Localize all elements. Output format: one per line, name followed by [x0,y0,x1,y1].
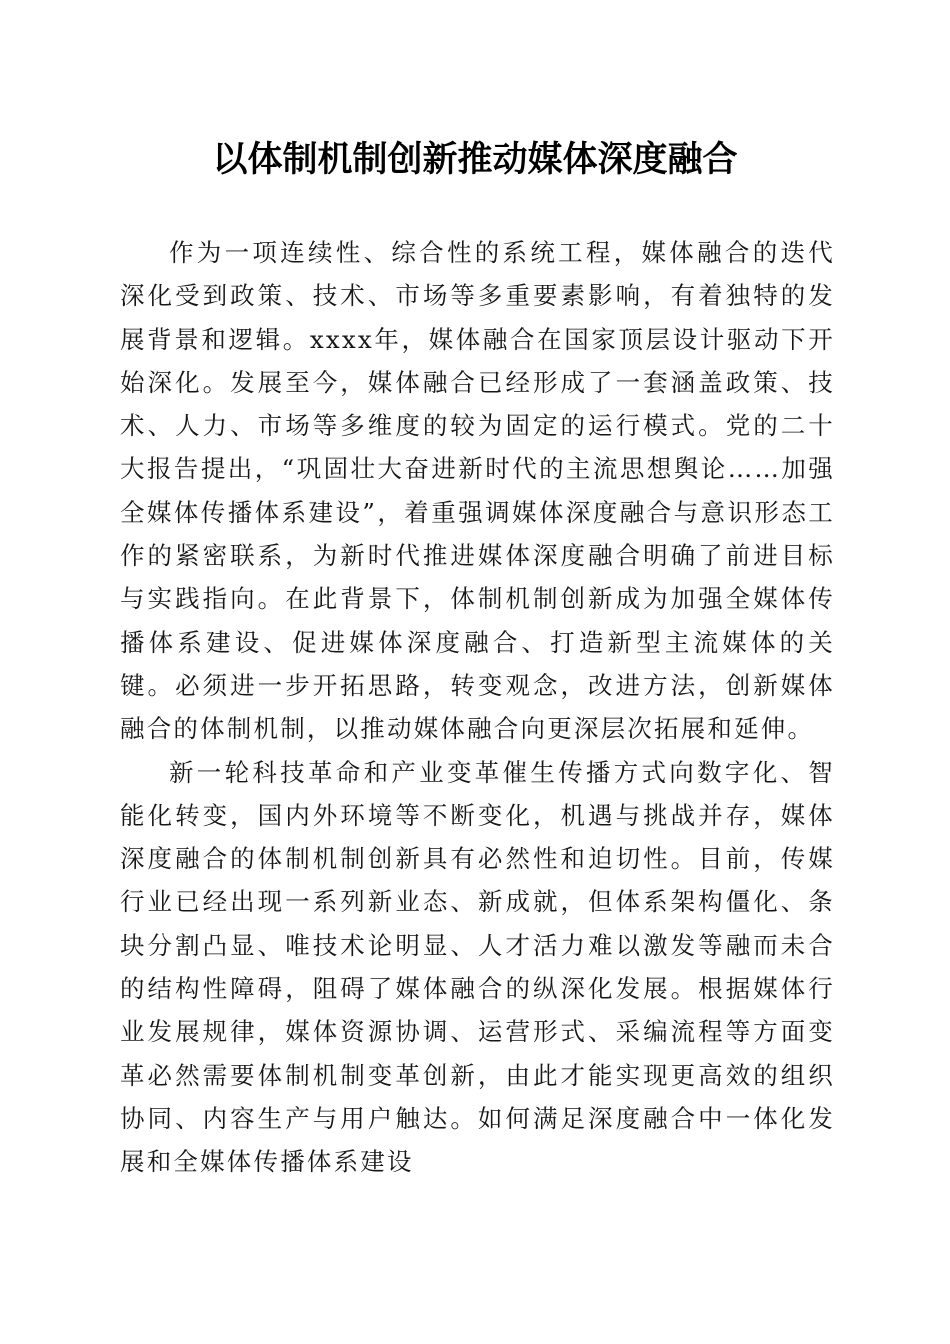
paragraph-1: 作为一项连续性、综合性的系统工程，媒体融合的迭代深化受到政策、技术、市场等多重要素影响，有着独特的发展背景和逻辑。xxxx年，媒体融合在国家顶层设计驱动下开始深化。发展至今，媒体融合已经形成了一套涵盖政策、技术、人力、市场等多维度的较为固定的运行模式。党的二十大报告提出，“巩固壮大奋进新时代的主流思想舆论……加强全媒体传播体系建设”，着重强调媒体深度融合与意识形态工作的紧密联系，为新时代推进媒体深度融合明确了前进目标与实践指向。在此背景下，体制机制创新成为加强全媒体传播体系建设、促进媒体深度融合、打造新型主流媒体的关键。必须进一步开拓思路，转变观念，改进方法，创新媒体融合的体制机制，以推动媒体融合向更深层次拓展和延伸。 [120,238,835,744]
document-body [120,231,835,1184]
paragraph-2: 新一轮科技革命和产业变革催生传播方式向数字化、智能化转变，国内外环境等不断变化，机遇与挑战并存，媒体深度融合的体制机制创新具有必然性和迫切性。目前，传媒行业已经出现一系列新业态、新成就，但体系架构僵化、条块分割凸显、唯技术论明显、人才活力难以激发等融而未合的结构性障碍，阻碍了媒体融合的纵深化发展。根据媒体行业发展规律，媒体资源协调、运营形式、采编流程等方面变革必然需要体制机制变革创新，由此才能实现更高效的组织协同、内容生产与用户触达。如何满足深度融合中一体化发展和全媒体传播体系建设 [120,757,835,1177]
document-title: 以体制机制创新推动媒体深度融合 [212,139,738,180]
